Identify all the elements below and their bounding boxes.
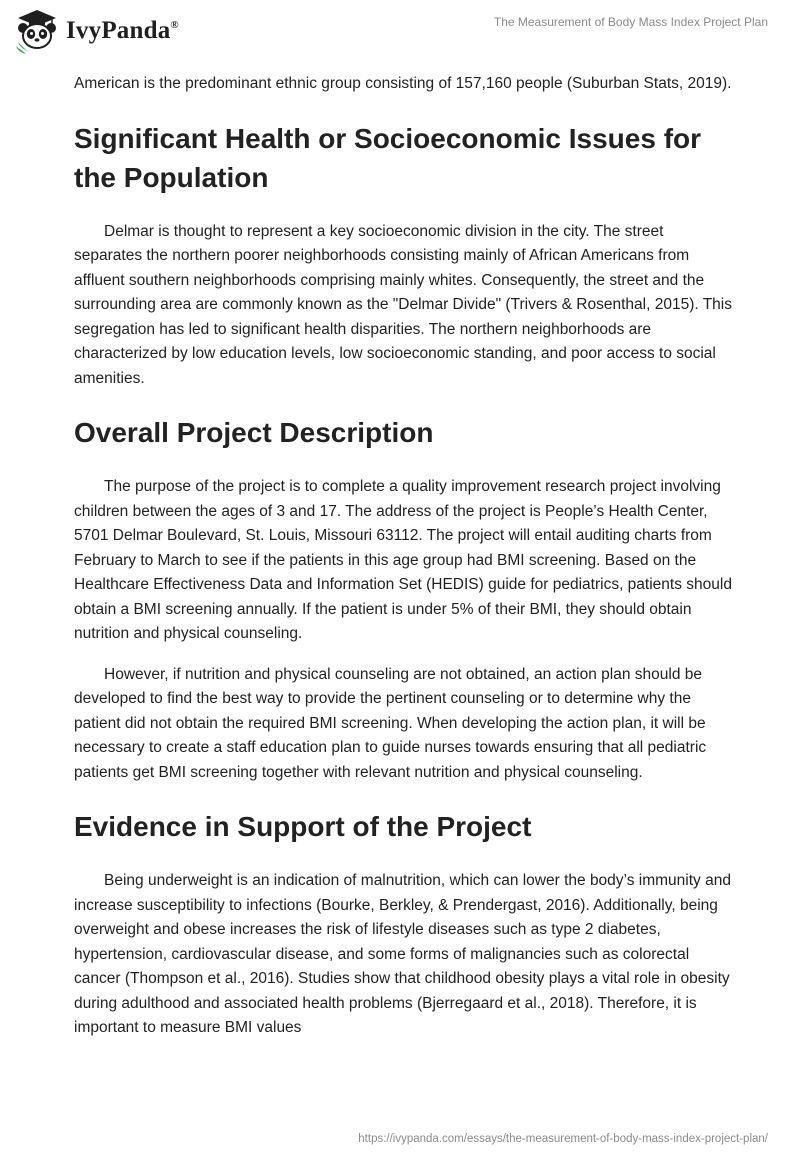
- paragraph-intro: American is the predominant ethnic group consisting of 157,160 people (Suburban Stats, 2019).: [74, 75, 732, 92]
- heading-evidence: Evidence in Support of the Project: [74, 811, 532, 842]
- document-title: The Measurement of Body Mass Index Project Plan: [493, 15, 768, 29]
- logo-wordmark: [66, 17, 179, 45]
- article-body: [74, 72, 734, 1057]
- paragraph-evidence: Being underweight is an indication of malnutrition, which can lower the body’s immunity and increase susceptibility to infections (Bourke, Berkley, & Prendergast, 2016). Additionally, being overweight and obese increases the risk of lifestyle diseases such as type 2 diabetes, hypertension, cardiovascular disease, and some forms of malignancies such as colorectal cancer (Thompson et al., 2016). Studies show that childhood obesity plays a vital role in obesity during adulthood and associated health problems (Bjerregaard et al., 2018). Therefore, it is important to measure BMI values: [74, 872, 731, 1036]
- registered-mark: ®: [170, 19, 179, 31]
- panda-graduation-icon: [14, 8, 60, 54]
- paragraph-project-description-1: The purpose of the project is to complete a quality improvement research project involving children between the ages of 3 and 17. The address of the project is People’s Health Center, 5701 Delmar Boulevard, St. Louis, Missouri 63112. The project will entail auditing charts from February to March to see if the patients in this age group had BMI screening. Based on the Healthcare Effectiveness Data and Information Set (HEDIS) guide for pediatrics, patients should obtain a BMI screening annually. If the patient is under 5% of their BMI, they should obtain nutrition and physical counseling.: [74, 478, 732, 642]
- source-url[interactable]: https://ivypanda.com/essays/the-measurement-of-body-mass-index-project-plan/: [358, 1133, 768, 1145]
- heading-health-issues: Significant Health or Socioeconomic Issues for the Population: [74, 122, 702, 193]
- paragraph-health-issues: Delmar is thought to represent a key socioeconomic division in the city. The street separates the northern poorer neighborhoods consisting mainly of African Americans from affluent southern neighborhoods comprising mainly whites. Consequently, the street and the surrounding area are commonly known as the "Delmar Divide" (Trivers & Rosenthal, 2015). This segregation has led to significant health disparities. The northern neighborhoods are characterized by low education levels, low socioeconomic standing, and poor access to social amenities.: [74, 222, 732, 387]
- heading-project-description: Overall Project Description: [74, 417, 434, 448]
- brand-name: IvyPanda: [66, 17, 171, 44]
- ivypanda-logo[interactable]: [14, 8, 179, 54]
- paragraph-project-description-2: However, if nutrition and physical counseling are not obtained, an action plan should be developed to find the best way to provide the pertinent counseling or to determine why the patient did not obtain the required BMI screening. When developing the action plan, it will be necessary to create a staff education plan to guide nurses towards ensuring that all pediatric patients get BMI screening together with relevant nutrition and physical counseling.: [74, 665, 707, 781]
- page-header: [0, 0, 800, 64]
